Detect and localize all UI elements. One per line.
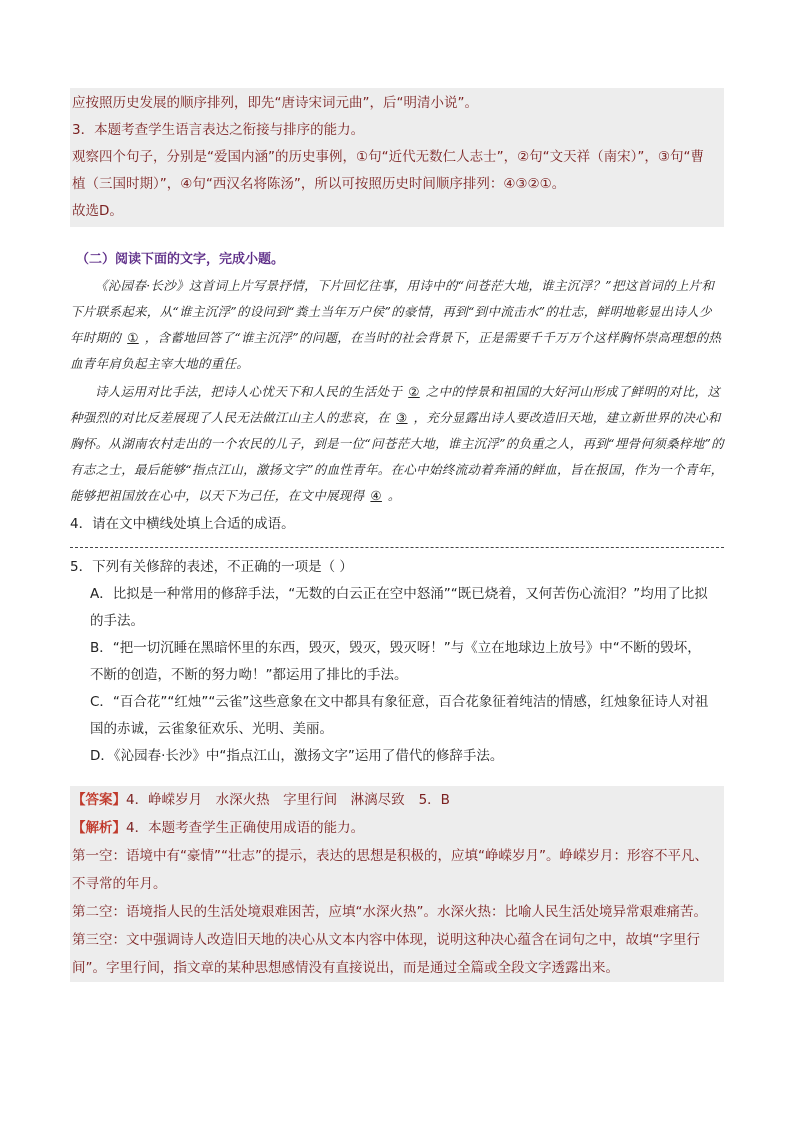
answer-analysis-block — [70, 786, 724, 982]
analysis-line: 第二空：语境指人民的生活处境艰难困苦，应填“水深火热”。水深火热：比喻人民生活处境异常艰难痛苦。 — [72, 904, 707, 920]
analysis-line: 第一空：语境中有“豪情”“壮志”的提示，表达的思想是积极的，应填“峥嵘岁月”。峥嵘岁月：形容不平凡、 — [72, 848, 708, 864]
prev-answer-line: 植（三国时期）”，④句“西汉名将陈汤”，所以可按照历史时间顺序排列：④③②①。 — [72, 176, 566, 192]
dashed-divider — [70, 547, 724, 548]
option-b-cont: 不断的创造，不断的努力呦！”都运用了排比的手法。 — [90, 667, 408, 683]
prev-answer-line: 应按照历史发展的顺序排列，即先“唐诗宋词元曲”，后“明清小说”。 — [72, 95, 478, 111]
passage-paragraph-2 — [70, 379, 724, 509]
analysis-tag: 【解析】 — [72, 820, 126, 836]
question-5 — [70, 554, 724, 770]
prev-answer-line: 观察四个句子，分别是“爱国内涵”的历史事例，①句“近代无数仁人志士”，②句“文天祥（南宋）”，③句“曹 — [72, 149, 705, 165]
option-b: B．“把一切沉睡在黑暗怀里的东西，毁灭，毁灭，毁灭呀！”与《立在地球边上放号》中“不断的毁坏， — [90, 640, 701, 656]
blank-2: ② — [408, 384, 420, 399]
answer-tag: 【答案】 — [72, 792, 126, 808]
passage-text: ，含蓄地回答了“谁主沉浮”的问题，在当时的社会背景下，正是需要千千万万个这样胸怀崇高理想的热血青年肩负起主宰大地的重任。 — [70, 330, 722, 371]
answer-line — [72, 786, 720, 814]
section-title: （二）阅读下面的文字，完成小题。 — [76, 252, 285, 267]
analysis-line: 不寻常的年月。 — [72, 876, 167, 892]
answer-5: 5．B — [418, 792, 450, 808]
option-c: C．“百合花”“红烛”“云雀”这些意象在文中都具有象征意，百合花象征着纯洁的情感，红烛象征诗人对祖 — [90, 694, 709, 710]
document-page — [70, 88, 724, 982]
blank-1: ① — [127, 330, 139, 345]
passage-text: 诗人运用对比手法，把诗人心忧天下和人民的生活处于 — [95, 384, 403, 399]
blank-3: ③ — [396, 410, 408, 425]
prev-answer-line: 故选D。 — [72, 203, 123, 219]
option-d: D．《沁园春·长沙》中“指点江山，激扬文字”运用了借代的修辞手法。 — [90, 748, 504, 764]
blank-4: ④ — [370, 488, 382, 503]
option-a-cont: 的手法。 — [90, 613, 144, 629]
passage-paragraph-1 — [70, 273, 724, 377]
passage-text: 《沁园春·长沙》这首词上片写景抒情，下片回忆往事，用诗中的“问苍茫大地，谁主沉浮？”把这首词的上片和下片联系起来，从“谁主沉浮”的设问到“粪土当年万户侯”的豪情，再到“到中流击水”的壮志，鲜明地彰显出诗人少年时期的 — [70, 278, 715, 345]
analysis-line — [72, 814, 720, 842]
question-5-stem: 5．下列有关修辞的表述，不正确的一项是（ ） — [70, 559, 353, 575]
option-a: A．比拟是一种常用的修辞手法，“无数的白云正在空中怒涌”“既已烧着，又何苦伤心流泪？”均用了比拟 — [90, 586, 708, 602]
answer-4: 4．峥嵘岁月 水深火热 字里行间 淋漓尽致 — [126, 792, 405, 808]
analysis-line: 第三空：文中强调诗人改造旧天地的决心从文本内容中体现，说明这种决心蕴含在词句之中，故填“字里行 — [72, 932, 700, 948]
analysis-text: 4．本题考查学生正确使用成语的能力。 — [126, 820, 365, 836]
passage-text: 。 — [387, 488, 401, 503]
option-c-cont: 国的赤诚，云雀象征欢乐、光明、美丽。 — [90, 721, 333, 737]
passage-text: 之中的悖景和祖国的大好河山形成了鲜明的对比，这种强烈的对比反差展现了人民无法做江山主人的悲哀，在 — [70, 384, 721, 425]
previous-answer-block — [70, 88, 724, 227]
analysis-line: 间”。字里行间，指文章的某种思想感情没有直接说出，而是通过全篇或全段文字透露出来。 — [72, 960, 619, 976]
prev-answer-line: 3．本题考查学生语言表达之衔接与排序的能力。 — [72, 122, 365, 138]
passage-text: ，充分显露出诗人要改造旧天地，建立新世界的决心和胸怀。从湖南农村走出的一个农民的儿子，到是一位“问苍茫大地，谁主沉浮”的负重之人，再到“埋骨何须桑梓地”的有志之士，最后能够“指点江山，激扬文字”的血性青年。在心中始终流动着奔涌的鲜血，旨在报国，作为一个青年，能够把祖国放在心中，以天下为己任，在文中展现得 — [70, 410, 724, 503]
reading-passage — [70, 273, 724, 509]
question-4: 4．请在文中横线处填上合适的成语。 — [70, 516, 295, 532]
